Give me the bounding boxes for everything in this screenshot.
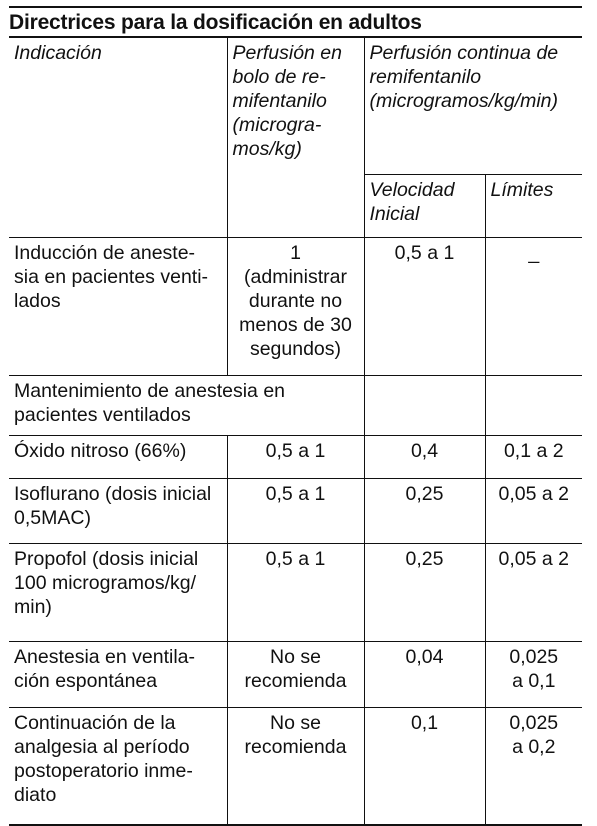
cell-velocidad: 0,5 a 1 xyxy=(364,237,485,375)
header-bolo xyxy=(227,38,364,237)
cell-indicacion xyxy=(9,237,227,375)
cell-limites xyxy=(485,641,582,707)
table-title: Directrices para la dosificación en adultos xyxy=(9,6,582,38)
header-row xyxy=(9,38,582,174)
cell-limites: 0,05 a 2 xyxy=(485,478,582,543)
cell-limites: 0,05 a 2 xyxy=(485,543,582,641)
cell-limites: 0,1 a 2 xyxy=(485,435,582,478)
header-velocidad xyxy=(364,174,485,237)
cell-limites-text: 0,025 a 0,1 xyxy=(509,645,559,692)
cell-bolo: 0,5 a 1 xyxy=(227,435,364,478)
cell-bolo-text: 1 (administrar durante no menos de 30 segundos) xyxy=(239,241,352,360)
cell-indicacion-section: Mantenimiento de anestesia en pacientes ventilados xyxy=(9,375,364,435)
cell-bolo-text: No se recomienda xyxy=(244,645,347,692)
cell-velocidad: 0,1 xyxy=(364,707,485,825)
table-row xyxy=(9,478,582,543)
header-continua xyxy=(364,38,582,174)
cell-indicacion xyxy=(9,641,227,707)
cell-velocidad-empty xyxy=(364,375,485,435)
table-row xyxy=(9,543,582,641)
cell-indicacion: Óxido nitroso (66%) xyxy=(9,435,227,478)
cell-bolo xyxy=(227,707,364,825)
header-bolo-label: Perfusión en bolo de re- mifentanilo (microgra- mos/kg) xyxy=(232,42,342,160)
cell-limites xyxy=(485,707,582,825)
cell-limites: _ xyxy=(485,237,582,375)
header-indicacion xyxy=(9,38,227,237)
cell-velocidad: 0,4 xyxy=(364,435,485,478)
header-continua-label: Perfusión continua de remifentanilo (microgramos/kg/min) xyxy=(369,42,559,112)
cell-limites-text: 0,025 a 0,2 xyxy=(509,711,559,758)
cell-limites-empty xyxy=(485,375,582,435)
cell-velocidad: 0,25 xyxy=(364,543,485,641)
cell-indicacion-text: Propofol (dosis inicial 100 microgramos/kg/ min) xyxy=(14,547,199,618)
cell-indicacion-text: Continuación de la analgesia al período postoperatorio inme- diato xyxy=(14,711,193,806)
header-indicacion-label: Indicación xyxy=(14,42,102,64)
cell-bolo xyxy=(227,237,364,375)
cell-velocidad: 0,04 xyxy=(364,641,485,707)
table-row xyxy=(9,435,582,478)
table-row xyxy=(9,237,582,375)
cell-indicacion-text: Anestesia en ventila- ción espontánea xyxy=(14,645,196,692)
cell-indicacion xyxy=(9,478,227,543)
table-row xyxy=(9,641,582,707)
cell-indicacion-text: Isoflurano (dosis inicial 0,5MAC) xyxy=(14,482,212,529)
cell-bolo: 0,5 a 1 xyxy=(227,543,364,641)
cell-indicacion-text: Inducción de aneste- sia en pacientes venti- lados xyxy=(14,241,209,312)
cell-indicacion xyxy=(9,707,227,825)
cell-indicacion xyxy=(9,543,227,641)
dosing-guidelines-document xyxy=(9,6,582,826)
dosing-table xyxy=(9,38,582,826)
header-velocidad-label: Velocidad Inicial xyxy=(369,178,455,225)
cell-bolo-text: No se recomienda xyxy=(244,711,347,758)
cell-bolo: 0,5 a 1 xyxy=(227,478,364,543)
cell-velocidad: 0,25 xyxy=(364,478,485,543)
table-row xyxy=(9,375,582,435)
table-row xyxy=(9,707,582,825)
header-limites xyxy=(485,174,582,237)
header-limites-label: Límites xyxy=(490,178,554,201)
cell-bolo xyxy=(227,641,364,707)
